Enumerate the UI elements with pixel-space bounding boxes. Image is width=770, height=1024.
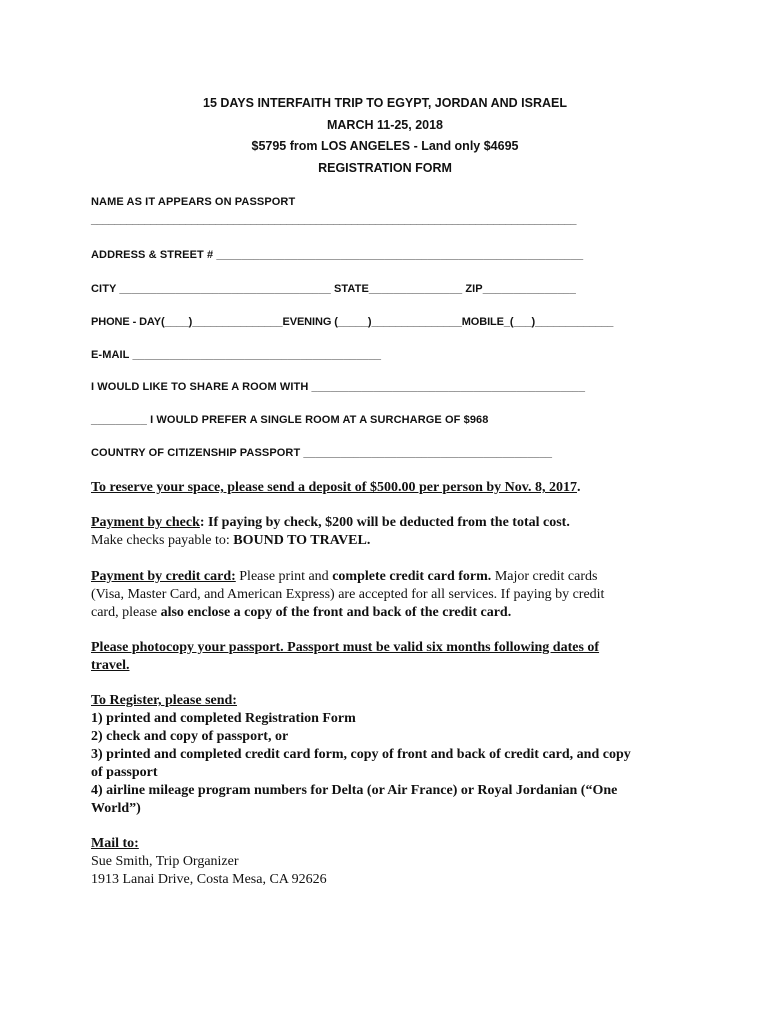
check-text: : If paying by check, $200 will be deducted from the total cost. — [199, 515, 570, 530]
citizenship-field: COUNTRY OF CITIZENSHIP PASSPORT ________________________________________ — [91, 447, 553, 459]
passport-notice-line1: Please photocopy your passport. Passport must be valid six months following dates of — [91, 640, 600, 655]
single-room-field: _________ I WOULD PREFER A SINGLE ROOM AT A SURCHARGE OF $968 — [91, 414, 489, 426]
check-payable-text: Make checks payable to: — [91, 533, 234, 548]
passport-name-label: NAME AS IT APPEARS ON PASSPORT — [91, 196, 296, 208]
payment-card-line1 — [91, 568, 681, 586]
trip-title: 15 DAYS INTERFAITH TRIP TO EGYPT, JORDAN AND ISRAEL — [203, 96, 567, 110]
passport-notice-line2: travel. — [91, 658, 130, 673]
payment-check-line1 — [91, 514, 681, 532]
register-item-4: 4) airline mileage program numbers for Delta (or Air France) or Royal Jordanian (“One — [91, 783, 618, 798]
phone-field: PHONE - DAY(____)_______________EVENING (_____)_______________MOBILE_(___)_____________ — [91, 316, 614, 328]
payment-card-line3 — [91, 604, 681, 622]
payment-card-line2: (Visa, Master Card, and American Express) are accepted for all services. If paying by credit — [91, 587, 605, 602]
deposit-notice — [91, 479, 681, 497]
register-title: To Register, please send: — [91, 693, 237, 708]
mail-address: 1913 Lanai Drive, Costa Mesa, CA 92626 — [91, 872, 327, 887]
card-text-c: Major credit cards — [491, 569, 598, 584]
city-state-zip-field: CITY __________________________________ STATE_______________ ZIP_______________ — [91, 283, 576, 295]
passport-name-line: __________________________________________________________________________________ — [91, 214, 577, 226]
mail-title: Mail to: — [91, 836, 139, 851]
register-item-2: 2) check and copy of passport, or — [91, 729, 289, 744]
card-text-b: complete credit card form. — [332, 569, 492, 584]
card-line3-a: card, please — [91, 605, 161, 620]
share-room-field: I WOULD LIKE TO SHARE A ROOM WITH ____________________________________________ — [91, 381, 586, 393]
trip-price: $5795 from LOS ANGELES - Land only $4695 — [251, 139, 519, 153]
register-item-4-cont: World”) — [91, 801, 141, 816]
trip-dates: MARCH 11-25, 2018 — [326, 118, 444, 132]
form-title: REGISTRATION FORM — [318, 161, 452, 175]
card-line3-b: also enclose a copy of the front and back of the credit card. — [160, 605, 512, 620]
register-item-3: 3) printed and completed credit card form, copy of front and back of credit card, and copy — [91, 747, 631, 762]
deposit-period: . — [577, 480, 581, 495]
card-text-a: Please print and — [235, 569, 333, 584]
deposit-text: To reserve your space, please send a deposit of $500.00 per person by Nov. 8, 2017 — [91, 480, 577, 495]
payment-check-line2 — [91, 532, 681, 550]
address-field: ADDRESS & STREET # ___________________________________________________________ — [91, 249, 584, 261]
check-title: Payment by check — [91, 515, 200, 530]
card-title: Payment by credit card: — [91, 569, 236, 584]
email-field: E-MAIL ________________________________________ — [91, 349, 382, 361]
mail-name: Sue Smith, Trip Organizer — [91, 854, 239, 869]
register-item-3-cont: of passport — [91, 765, 158, 780]
check-payee: BOUND TO TRAVEL. — [233, 533, 371, 548]
register-item-1: 1) printed and completed Registration Form — [91, 711, 356, 726]
